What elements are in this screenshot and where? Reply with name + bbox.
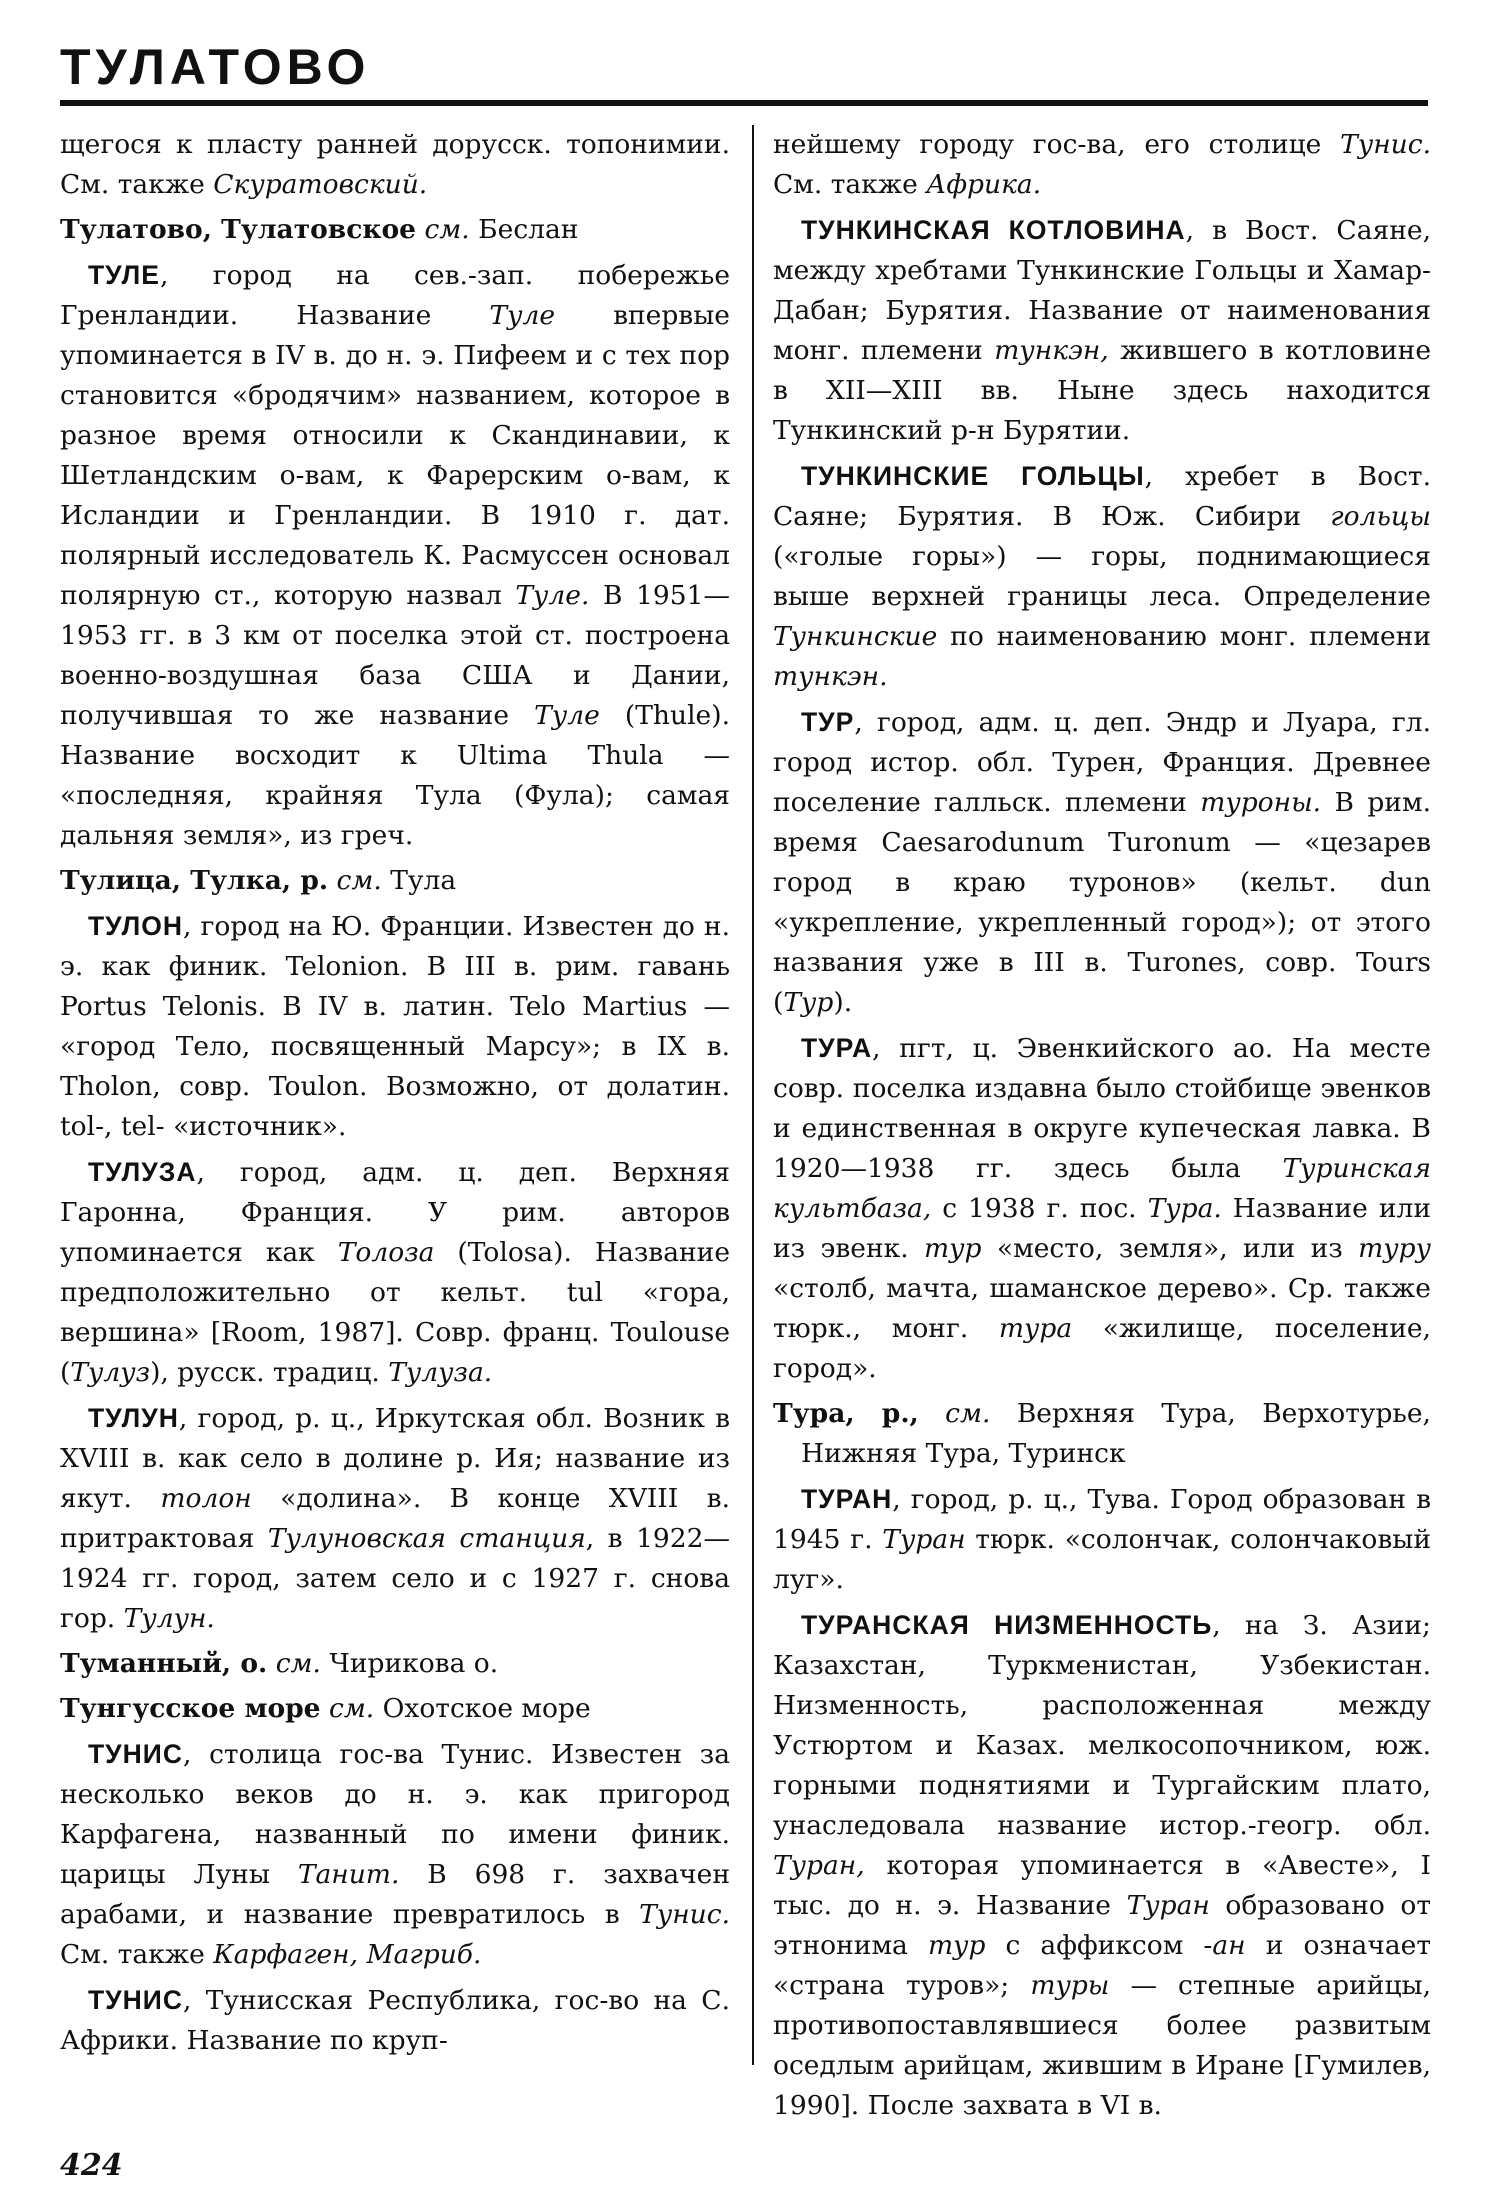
headword: ТУРАНСКАЯ НИЗМЕННОСТЬ <box>801 1610 1213 1640</box>
entry-turanskaya-nizmennost: ТУРАНСКАЯ НИЗМЕННОСТЬ, на З. Азии; Казахстан, Туркменистан, Узбекистан. Низменность, расположенная между Устюртом и Казах. мелкосопочником, юж. горными поднятиями и Тургайским плато, унаследовала название истор.-геогр. обл. Туран, которая упоминается в «Авесте», I тыс. до н. э. Название Туран образовано от этнонима тур с аффиксом -ан и означает «страна туров»; туры — степные арийцы, противопоставлявшиеся более развитым оседлым арийцам, жившим в Иране [Гумилев, 1990]. После захвата в VI в. <box>773 1610 1431 2121</box>
headword: ТУНИС <box>88 1985 183 2015</box>
entry-tunkinskie-goltsy: ТУНКИНСКИЕ ГОЛЬЦЫ, хребет в Вост. Саяне; Бурятия. В Юж. Сибири гольцы («голые горы») — горы, поднимающиеся выше верхней границы леса. Определение Тункинские по наименованию монг. племени тункэн. <box>773 461 1431 692</box>
cross-reference: Тура, р., см. Верхняя Тура, Верхотурье, Нижняя Тура, Туринск <box>773 1398 1431 1469</box>
entry-turan-city: ТУРАН, город, р. ц., Тува. Город образован в 1945 г. Туран тюрк. «солончак, солончаковый луг». <box>773 1484 1431 1595</box>
right-column <box>773 125 1431 2131</box>
entry-tule: ТУЛЕ, город на сев.-зап. побережье Гренландии. Название Туле впервые упоминается в IV в. до н. э. Пифеем и с тех пор становится «бродячим» названием, которое в разное время относили к Скандинавии, к Шетландским о-вам, к Фарерским о-вам, к Исландии и Гренландии. В 1910 г. дат. полярный исследователь К. Расмуссен основал полярную ст., которую назвал Туле. В 1951—1953 гг. в 3 км от поселка этой ст. построена военно-воздушная база США и Дании, получившая то же название Туле (Thule). Название восходит к Ultima Thula — «последняя, крайняя Тула (Фула); самая дальняя земля», из греч. <box>60 260 730 851</box>
headword: ТУР <box>801 707 855 737</box>
entry-tunkinskaya-kotlovina: ТУНКИНСКАЯ КОТЛОВИНА, в Вост. Саяне, между хребтами Тункинские Гольцы и Хамар-Дабан; Бурятия. Название от наименования монг. племени тункэн, жившего в котловине в XII—XIII вв. Ныне здесь находится Тункинский р-н Бурятии. <box>773 215 1432 446</box>
entry-toulouse: ТУЛУЗА, город, адм. ц. деп. Верхняя Гаронна, Франция. У рим. авторов упоминается как Толоза (Tolosa). Название предположительно от кельт. tul «гора, вершина» [Room, 1987]. Совр. франц. Toulouse (Тулуз), русск. традиц. Тулуза. <box>60 1157 730 1388</box>
cross-reference: Тулатово, Тулатовское см. Беслан <box>60 214 579 245</box>
headword: ТУЛЕ <box>88 260 160 290</box>
entry-tura: ТУРА, пгт, ц. Эвенкийского ао. На месте совр. поселка издавна было стойбище эвенков и единственная в округе купеческая лавка. В 1920—1938 гг. здесь была Туринская культбаза, с 1938 г. пос. Тура. Название или из эвенк. тур «место, земля», или из туру «столб, мачта, шаманское дерево». Ср. также тюрк., монг. тура «жилище, поселение, город». <box>773 1033 1431 1384</box>
entry-continuation: нейшему городу гос-ва, его столице Тунис. См. также Африка. <box>773 129 1431 200</box>
headword: ТУРА <box>801 1033 873 1063</box>
left-column <box>60 125 730 2066</box>
entry-toulon: ТУЛОН, город на Ю. Франции. Известен до н. э. как финик. Telonion. В III в. рим. гавань Portus Telonis. В IV в. латин. Telo Martius — «город Тело, посвященный Марсу»; в IX в. Tholon, совр. Toulon. Возможно, от долатин. tol-, tel- «источник». <box>60 911 730 1142</box>
page-number: 424 <box>60 2148 123 2183</box>
headword: ТУЛУЗА <box>88 1157 197 1187</box>
entry-tur: ТУР, город, адм. ц. деп. Эндр и Луара, гл. город истор. обл. Турен, Франция. Древнее поселение галльск. племени туроны. В рим. время Caesarodunum Turonum — «цезарев город в краю туронов» (кельт. dun «укрепление, укрепленный город»); от этого названия уже в III в. Turones, совр. Tours (Тур). <box>773 707 1432 1018</box>
entry-tunis-city: ТУНИС, столица гос-ва Тунис. Известен за несколько веков до н. э. как пригород Карфагена, названный по имени финик. царицы Луны Танит. В 698 г. захвачен арабами, и название превратилось в Тунис. См. также Карфаген, Магриб. <box>60 1739 731 1970</box>
cross-reference: Тунгусское море см. Охотское море <box>60 1693 591 1724</box>
headword: ТУЛУН <box>88 1403 179 1433</box>
headword: ТУНКИНСКИЕ ГОЛЬЦЫ <box>801 461 1145 491</box>
column-divider <box>752 125 754 2065</box>
entry-tulun: ТУЛУН, город, р. ц., Иркутская обл. Возник в XVIII в. как село в долине р. Ия; название из якут. толон «долина». В конце XVIII в. притрактовая Тулуновская станция, в 1922—1924 гг. город, затем село и с 1927 г. снова гор. Тулун. <box>60 1403 731 1634</box>
page-title: ТУЛАТОВО <box>60 39 371 95</box>
page-header <box>60 40 1428 106</box>
entry-tunis-country: ТУНИС, Тунисская Республика, гос-во на С. Африки. Название по круп- <box>60 1985 730 2056</box>
cross-reference: Туманный, о. см. Чирикова о. <box>60 1648 499 1679</box>
headword: ТУЛОН <box>88 911 184 941</box>
entry-continuation: щегося к пласту ранней дорусск. топонимии. См. также Скуратовский. <box>60 129 730 200</box>
headword: ТУНИС <box>88 1739 183 1769</box>
cross-reference: Тулица, Тулка, р. см. Тула <box>60 865 457 896</box>
headword: ТУНКИНСКАЯ КОТЛОВИНА <box>801 215 1186 245</box>
headword: ТУРАН <box>801 1484 893 1514</box>
